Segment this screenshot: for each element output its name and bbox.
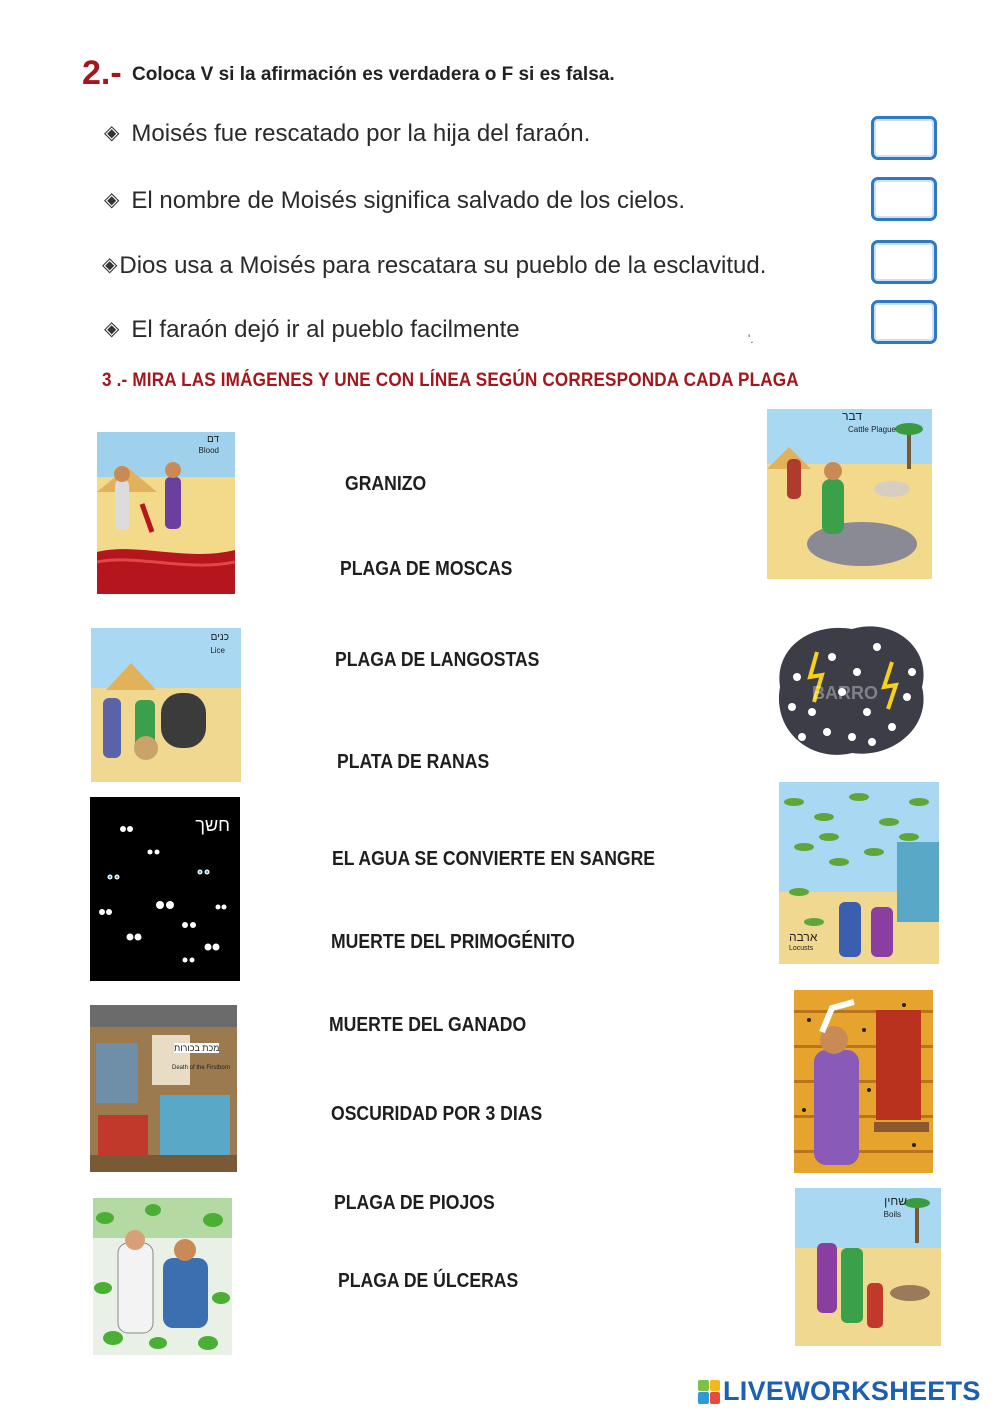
option-plata-de-ranas[interactable]: PLATA DE RANAS	[337, 751, 490, 773]
statement-text: El faraón dejó ir al pueblo facilmente	[131, 316, 520, 343]
image-caption: שחין	[884, 1194, 907, 1208]
locusts-plague-image[interactable]	[779, 782, 939, 964]
image-watermark: BARRO	[812, 683, 878, 703]
image-caption: Locusts	[789, 945, 814, 952]
true-false-answer-box-2[interactable]	[871, 177, 937, 221]
option-plaga-de-ulceras[interactable]: PLAGA DE ÚLCERAS	[338, 1270, 519, 1292]
image-caption: Lice	[210, 646, 225, 655]
frogs-plague-image[interactable]	[93, 1198, 232, 1355]
darkness-plague-image[interactable]	[90, 797, 240, 981]
diamond-bullet-icon: ◈	[104, 189, 120, 211]
option-plaga-de-langostas[interactable]: PLAGA DE LANGOSTAS	[335, 649, 540, 671]
lice-plague-image[interactable]	[91, 628, 241, 782]
blood-plague-image[interactable]	[97, 432, 235, 594]
statement-1	[104, 120, 590, 148]
diamond-bullet-icon: ◈	[104, 318, 120, 340]
image-caption: דבר	[842, 409, 862, 423]
option-agua-en-sangre[interactable]: EL AGUA SE CONVIERTE EN SANGRE	[332, 848, 656, 870]
image-caption: חשך	[195, 815, 230, 835]
option-muerte-ganado[interactable]: MUERTE DEL GANADO	[329, 1014, 527, 1036]
statement-3	[102, 252, 766, 280]
statement-text: El nombre de Moisés significa salvado de los cielos.	[131, 187, 685, 214]
section-2-number: 2.-	[82, 54, 122, 92]
brand-name: LIVEWORKSHEETS	[723, 1376, 981, 1406]
liveworksheets-logo-icon	[698, 1380, 720, 1404]
section-2-instruction: Coloca V si la afirmación es verdadera o F si es falsa.	[132, 64, 615, 85]
firstborn-plague-image[interactable]	[90, 1005, 237, 1172]
diamond-bullet-icon: ◈	[102, 254, 118, 276]
image-caption: Boils	[883, 1210, 901, 1219]
statement-text: Moisés fue rescatado por la hija del faraón.	[131, 120, 591, 147]
statement-4	[104, 316, 520, 344]
option-muerte-primogenito[interactable]: MUERTE DEL PRIMOGÉNITO	[331, 931, 575, 953]
hail-plague-image[interactable]	[772, 617, 929, 763]
diamond-bullet-icon: ◈	[104, 122, 120, 144]
option-plaga-de-moscas[interactable]: PLAGA DE MOSCAS	[340, 558, 513, 580]
cattle-plague-image[interactable]	[767, 409, 932, 579]
option-plaga-de-piojos[interactable]: PLAGA DE PIOJOS	[334, 1192, 495, 1214]
stray-mark: '.	[748, 332, 754, 346]
option-granizo[interactable]: GRANIZO	[345, 473, 427, 495]
image-caption: Cattle Plague	[847, 425, 896, 434]
image-caption: מכת בכורות	[174, 1043, 220, 1053]
true-false-answer-box-3[interactable]	[871, 240, 937, 284]
option-oscuridad[interactable]: OSCURIDAD POR 3 DIAS	[331, 1103, 543, 1125]
image-caption: ארבה	[789, 930, 818, 944]
image-caption: Blood	[198, 446, 219, 455]
statement-text: Dios usa a Moisés para rescatara su pueblo de la esclavitud.	[119, 252, 767, 279]
liveworksheets-brand[interactable]	[698, 1376, 981, 1407]
boils-plague-image[interactable]	[795, 1188, 941, 1346]
true-false-answer-box-1[interactable]	[871, 116, 937, 160]
image-caption: כנים	[210, 632, 229, 643]
statement-2	[104, 187, 685, 215]
true-false-answer-box-4[interactable]	[871, 300, 937, 344]
flies-plague-image[interactable]	[794, 990, 933, 1173]
section-3-instruction: 3 .- MIRA LAS IMÁGENES Y UNE CON LÍNEA SEGÚN CORRESPONDA CADA PLAGA	[102, 370, 799, 391]
image-caption: Death of the Firstborn	[172, 1065, 231, 1071]
image-caption: דם	[206, 434, 219, 445]
